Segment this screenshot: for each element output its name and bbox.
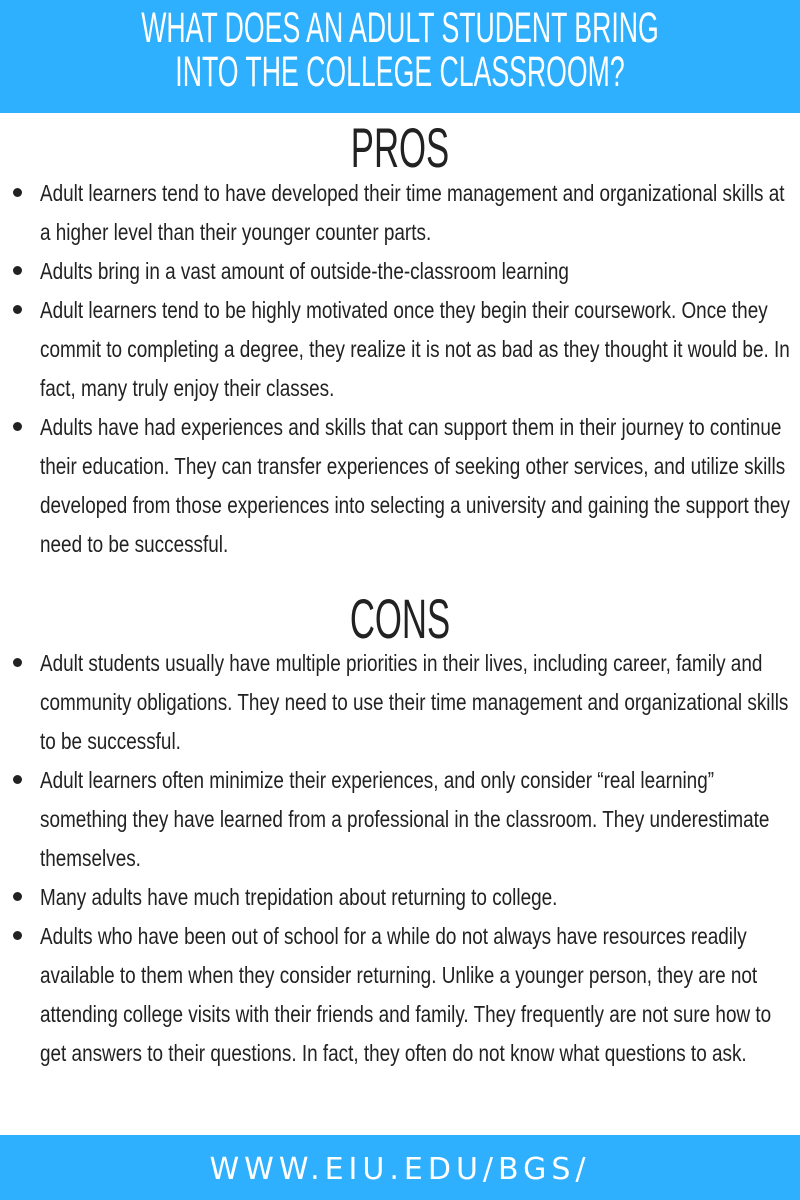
footer-banner: [0, 1135, 800, 1200]
list-item: [0, 878, 800, 917]
list-item-text: Adults who have been out of school for a while do not always have resources readily available to them when they consider returning. Unlike a younger person, they are not attending college visits with their friends and family. They frequently are not sure how to get answers to their questions. In fact, they often do not know what questions to ask.: [40, 923, 772, 1066]
pros-heading-text: PROS: [350, 116, 450, 179]
bullet-icon: [13, 775, 22, 784]
list-item: [0, 291, 800, 408]
title-line-1: WHAT DOES AN ADULT STUDENT BRING: [141, 4, 659, 52]
bullet-icon: [13, 266, 22, 275]
list-item: [0, 408, 800, 564]
list-item-text: Adult learners often minimize their experiences, and only consider “real learning” something they have learned from a professional in the classroom. They underestimate themselves.: [40, 767, 770, 871]
list-item-text: Adult learners tend to be highly motivated once they begin their coursework. Once they commit to completing a degree, they realize it is not as bad as they thought it would be. In fact, many truly enjoy their classes.: [40, 297, 790, 401]
list-item-text: Many adults have much trepidation about returning to college.: [40, 884, 558, 910]
bullet-icon: [13, 422, 22, 431]
pros-list: [0, 174, 800, 564]
list-item-text: Adult learners tend to have developed their time management and organizational skills at a higher level than their younger counter parts.: [40, 180, 785, 245]
list-item: [0, 174, 800, 252]
bullet-icon: [13, 188, 22, 197]
cons-heading-text: CONS: [349, 587, 451, 650]
header-banner: [0, 0, 800, 113]
list-item: [0, 252, 800, 291]
list-item-text: Adults have had experiences and skills that can support them in their journey to continue their education. They can transfer experiences of seeking other services, and utilize skills developed from those experiences into selecting a university and gaining the support they need to be successful.: [40, 414, 790, 557]
cons-list: [0, 644, 800, 1073]
bullet-icon: [13, 658, 22, 667]
list-item-text: Adult students usually have multiple priorities in their lives, including career, family and community obligations. They need to use their time management and organizational skills to be successful.: [40, 650, 789, 754]
bullet-icon: [13, 931, 22, 940]
cons-heading: [0, 587, 800, 650]
website-link[interactable]: WWW.EIU.EDU/BGS/: [209, 1152, 591, 1187]
list-item: [0, 917, 800, 1073]
bullet-icon: [13, 892, 22, 901]
pros-heading: [0, 116, 800, 179]
list-item-text: Adults bring in a vast amount of outside-the-classroom learning: [40, 258, 569, 284]
list-item: [0, 644, 800, 761]
list-item: [0, 761, 800, 878]
title-line-2: INTO THE COLLEGE CLASSROOM?: [175, 48, 625, 96]
bullet-icon: [13, 305, 22, 314]
page-title: [0, 6, 800, 94]
